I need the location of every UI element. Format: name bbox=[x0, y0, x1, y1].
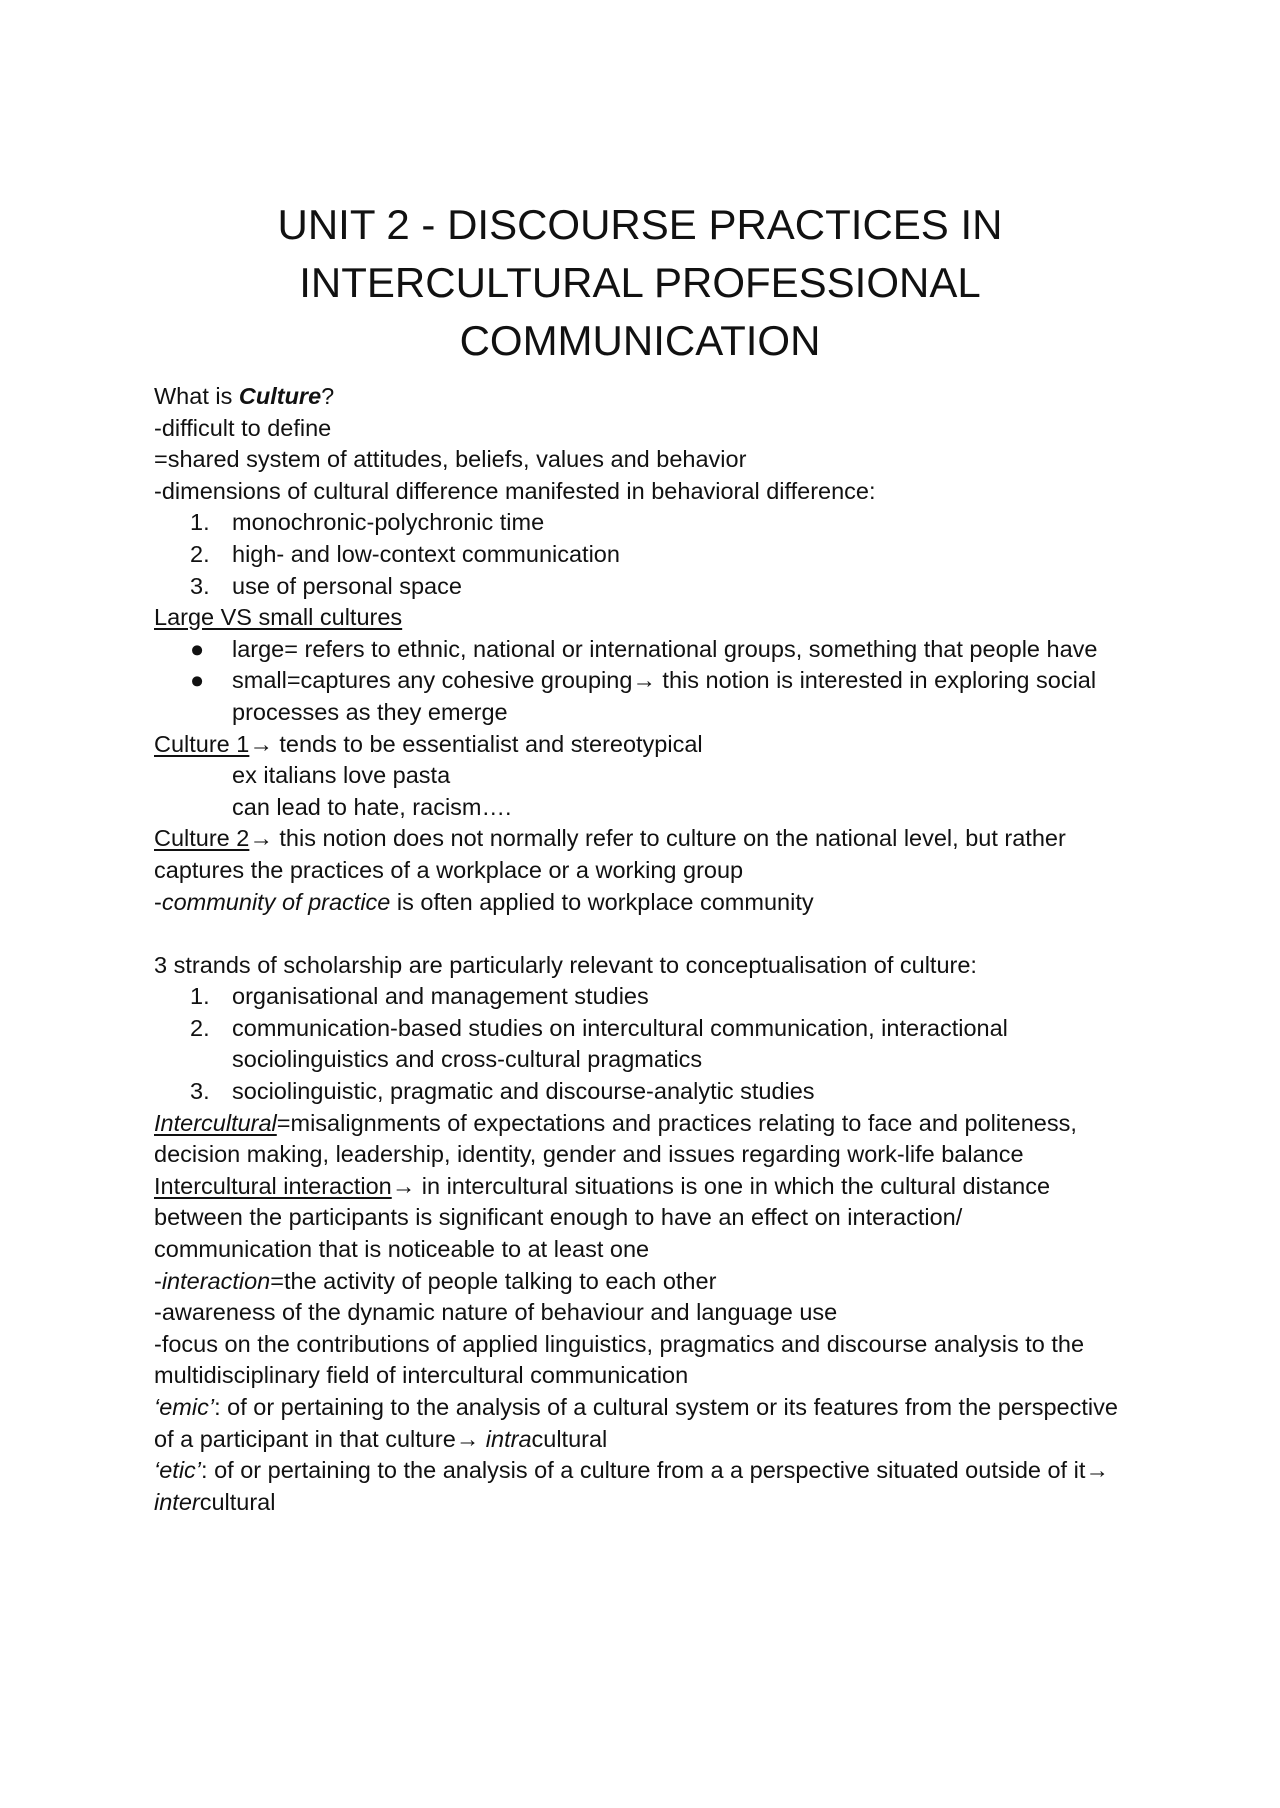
culture1-line bbox=[154, 729, 1154, 761]
list-marker: 3. bbox=[190, 572, 210, 599]
cop-term: community of practice bbox=[161, 888, 391, 915]
community-of-practice-line bbox=[154, 887, 1154, 919]
bullet-item-small bbox=[154, 665, 1154, 697]
strands-intro: 3 strands of scholarship are particularly relevant to conceptualisation of culture: bbox=[154, 951, 977, 978]
interaction-definition bbox=[154, 1266, 1154, 1298]
emic-cont bbox=[154, 1424, 1154, 1456]
etic-cont-italic: inter bbox=[154, 1488, 200, 1515]
bullet-item-large bbox=[154, 634, 1154, 666]
culture2-term: Culture 2 bbox=[154, 825, 250, 852]
etic-cont bbox=[154, 1487, 1154, 1519]
list-marker: 1. bbox=[190, 509, 210, 536]
culture-line-3: -dimensions of cultural difference manifested in behavioral difference: bbox=[154, 477, 876, 504]
culture1-term: Culture 1 bbox=[154, 730, 250, 757]
intercultural-line bbox=[154, 1108, 1154, 1140]
bullet-icon: ● bbox=[190, 635, 205, 662]
interaction-cont-2: communication that is noticeable to at least one bbox=[154, 1236, 650, 1263]
culture1-example-1: ex italians love pasta bbox=[232, 762, 451, 789]
bullet-text: small=captures any cohesive grouping→ this notion is interested in exploring social bbox=[232, 667, 1097, 694]
intercultural-text: =misalignments of expectations and practices relating to face and politeness, bbox=[276, 1109, 1077, 1136]
bullet-text: large= refers to ethnic, national or international groups, something that people have bbox=[232, 635, 1098, 662]
spacer bbox=[154, 918, 1154, 950]
strand-text: organisational and management studies bbox=[232, 983, 649, 1010]
dimension-item bbox=[154, 507, 1154, 539]
list-marker: 2. bbox=[190, 540, 210, 567]
def-term: interaction bbox=[161, 1267, 271, 1294]
focus-line-1: -focus on the contributions of applied linguistics, pragmatics and discourse analysis to the bbox=[154, 1330, 1085, 1357]
awareness-line: -awareness of the dynamic nature of behaviour and language use bbox=[154, 1299, 838, 1326]
bullet-icon: ● bbox=[190, 667, 205, 694]
dimension-item bbox=[154, 571, 1154, 603]
cop-prefix: - bbox=[154, 888, 162, 915]
list-marker: 1. bbox=[190, 983, 210, 1010]
question-suffix: ? bbox=[321, 383, 335, 409]
def-text: =the activity of people talking to each other bbox=[270, 1267, 717, 1294]
strand-item-cont: sociolinguistics and cross-cultural pragmatics bbox=[232, 1046, 703, 1073]
intercultural-cont: decision making, leadership, identity, gender and issues regarding work-life balance bbox=[154, 1141, 1024, 1168]
culture-line-2: =shared system of attitudes, beliefs, values and behavior bbox=[154, 446, 747, 473]
list-marker: 3. bbox=[190, 1078, 210, 1105]
interaction-line bbox=[154, 1171, 1154, 1203]
large-small-heading bbox=[154, 602, 1154, 634]
focus-line-2: multidisciplinary field of intercultural communication bbox=[154, 1362, 689, 1389]
list-marker: 2. bbox=[190, 1014, 210, 1041]
title-line-2: INTERCULTURAL PROFESSIONAL bbox=[299, 259, 981, 306]
interaction-cont-1: between the participants is significant enough to have an effect on interaction/ bbox=[154, 1204, 963, 1231]
interaction-term: Intercultural interaction bbox=[154, 1172, 392, 1199]
culture2-line bbox=[154, 823, 1154, 855]
document-body bbox=[154, 381, 1154, 1518]
strand-text: communication-based studies on intercultural communication, interactional bbox=[232, 1014, 1008, 1041]
culture2-text: → this notion does not normally refer to culture on the national level, but rather bbox=[249, 825, 1066, 852]
culture2-cont: captures the practices of a workplace or a working group bbox=[154, 856, 744, 883]
strand-text: sociolinguistic, pragmatic and discourse-analytic studies bbox=[232, 1078, 815, 1105]
etic-term: ‘etic’ bbox=[154, 1457, 202, 1484]
dimension-item bbox=[154, 539, 1154, 571]
bullet-item-small-cont: processes as they emerge bbox=[232, 698, 508, 725]
strand-item bbox=[154, 1076, 1154, 1108]
emic-cont-prefix: of a participant in that culture→ bbox=[154, 1425, 486, 1452]
emic-line bbox=[154, 1392, 1154, 1424]
dimension-text: high- and low-context communication bbox=[232, 540, 620, 567]
page-title bbox=[0, 196, 1280, 370]
emic-cont-rest: cultural bbox=[531, 1425, 608, 1452]
culture-term: Culture bbox=[238, 383, 322, 409]
question-prefix: What is bbox=[154, 383, 239, 409]
culture1-text: → tends to be essentialist and stereotypical bbox=[249, 730, 703, 757]
emic-term: ‘emic’ bbox=[154, 1394, 215, 1420]
emic-text: : of or pertaining to the analysis of a cultural system or its features from the perspective bbox=[214, 1394, 1118, 1420]
def-prefix: - bbox=[154, 1267, 162, 1294]
culture-line-1: -difficult to define bbox=[154, 414, 332, 441]
etic-text: : of or pertaining to the analysis of a culture from a a perspective situated outside of it→ bbox=[201, 1457, 1109, 1484]
title-line-3: COMMUNICATION bbox=[459, 317, 821, 364]
culture1-example-2: can lead to hate, racism…. bbox=[232, 793, 512, 820]
interaction-text: → in intercultural situations is one in which the cultural distance bbox=[391, 1172, 1051, 1199]
emic-cont-italic: intra bbox=[485, 1425, 532, 1452]
etic-line bbox=[154, 1455, 1154, 1487]
etic-cont-rest: cultural bbox=[199, 1488, 276, 1515]
dimension-text: use of personal space bbox=[232, 572, 462, 599]
strand-item bbox=[154, 981, 1154, 1013]
intercultural-term: Intercultural bbox=[154, 1109, 277, 1136]
culture-question bbox=[154, 381, 1154, 413]
dimension-text: monochronic-polychronic time bbox=[232, 509, 545, 536]
strand-item bbox=[154, 1013, 1154, 1045]
title-line-1: UNIT 2 - DISCOURSE PRACTICES IN bbox=[277, 201, 1003, 248]
large-small-term: Large VS small cultures bbox=[154, 604, 403, 631]
cop-text: is often applied to workplace community bbox=[390, 888, 814, 915]
